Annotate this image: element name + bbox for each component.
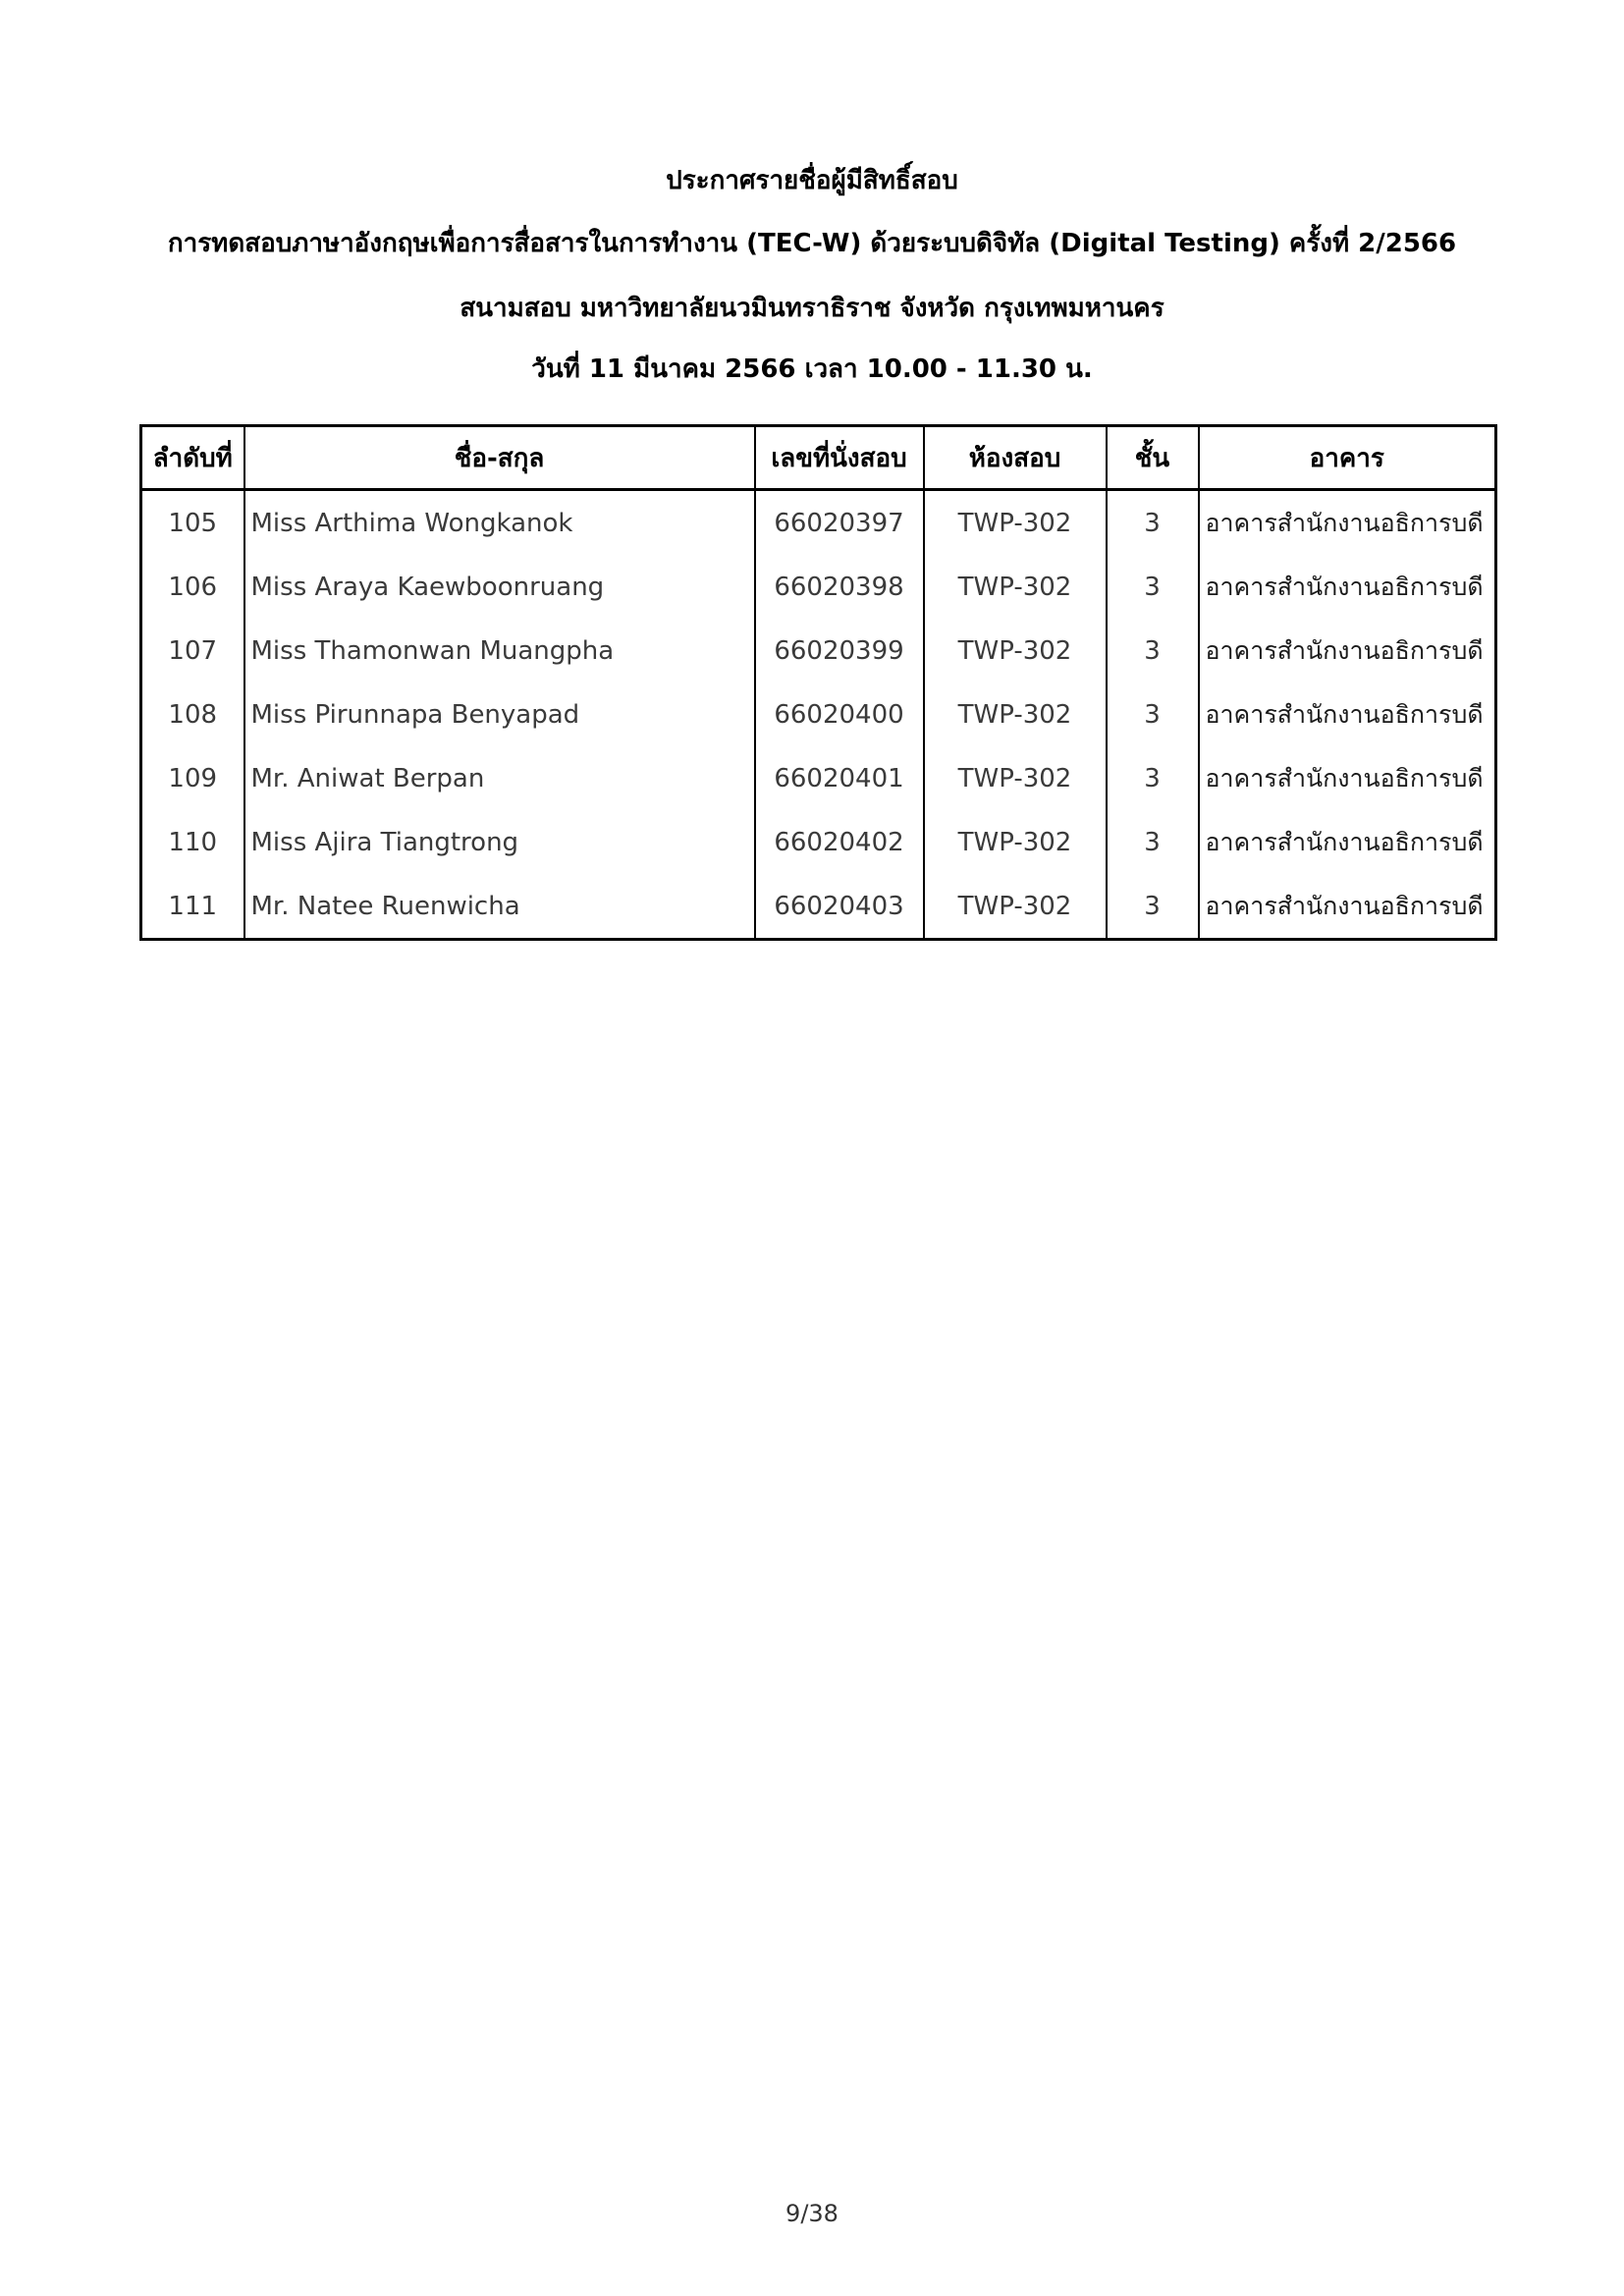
cell-seat: 66020397 <box>755 490 924 556</box>
cell-name: Miss Araya Kaewboonruang <box>244 555 755 619</box>
cell-building: อาคารสำนักงานอธิการบดี <box>1199 555 1496 619</box>
table-row <box>141 810 1496 874</box>
cell-seat: 66020400 <box>755 683 924 746</box>
cell-seat: 66020402 <box>755 810 924 874</box>
exam-venue: สนามสอบ มหาวิทยาลัยนวมินทราธิราช จังหวัด กรุงเทพมหานคร <box>460 294 1164 323</box>
cell-floor: 3 <box>1107 555 1199 619</box>
cell-room: TWP-302 <box>924 746 1107 810</box>
cell-seat: 66020399 <box>755 619 924 683</box>
cell-number: 108 <box>141 683 244 746</box>
cell-building: อาคารสำนักงานอธิการบดี <box>1199 683 1496 746</box>
cell-floor: 3 <box>1107 619 1199 683</box>
candidate-table <box>139 424 1497 941</box>
page-number: 9/38 <box>785 2200 839 2227</box>
cell-room: TWP-302 <box>924 619 1107 683</box>
cell-number: 111 <box>141 874 244 940</box>
table-row <box>141 619 1496 683</box>
cell-name: Mr. Aniwat Berpan <box>244 746 755 810</box>
col-header-floor: ชั้น <box>1107 426 1199 490</box>
cell-name: Miss Arthima Wongkanok <box>244 490 755 556</box>
cell-number: 109 <box>141 746 244 810</box>
col-header-room: ห้องสอบ <box>924 426 1107 490</box>
cell-floor: 3 <box>1107 683 1199 746</box>
col-header-seat: เลขที่นั่งสอบ <box>755 426 924 490</box>
cell-name: Mr. Natee Ruenwicha <box>244 874 755 940</box>
cell-name: Miss Pirunnapa Benyapad <box>244 683 755 746</box>
cell-building: อาคารสำนักงานอธิการบดี <box>1199 810 1496 874</box>
cell-number: 106 <box>141 555 244 619</box>
cell-building: อาคารสำนักงานอธิการบดี <box>1199 490 1496 556</box>
announcement-title: ประกาศรายชื่อผู้มีสิทธิ์สอบ <box>666 166 958 195</box>
col-header-number: ลำดับที่ <box>141 426 244 490</box>
col-header-name: ชื่อ-สกุล <box>244 426 755 490</box>
cell-room: TWP-302 <box>924 490 1107 556</box>
cell-floor: 3 <box>1107 810 1199 874</box>
cell-room: TWP-302 <box>924 683 1107 746</box>
cell-room: TWP-302 <box>924 555 1107 619</box>
cell-seat: 66020398 <box>755 555 924 619</box>
cell-floor: 3 <box>1107 874 1199 940</box>
table-row <box>141 490 1496 556</box>
col-header-building: อาคาร <box>1199 426 1496 490</box>
cell-seat: 66020403 <box>755 874 924 940</box>
cell-room: TWP-302 <box>924 874 1107 940</box>
cell-number: 110 <box>141 810 244 874</box>
cell-name: Miss Thamonwan Muangpha <box>244 619 755 683</box>
cell-seat: 66020401 <box>755 746 924 810</box>
table-row <box>141 746 1496 810</box>
cell-room: TWP-302 <box>924 810 1107 874</box>
cell-floor: 3 <box>1107 746 1199 810</box>
cell-building: อาคารสำนักงานอธิการบดี <box>1199 619 1496 683</box>
cell-floor: 3 <box>1107 490 1199 556</box>
cell-building: อาคารสำนักงานอธิการบดี <box>1199 874 1496 940</box>
table-header-row <box>141 426 1496 490</box>
cell-building: อาคารสำนักงานอธิการบดี <box>1199 746 1496 810</box>
cell-name: Miss Ajira Tiangtrong <box>244 810 755 874</box>
cell-number: 107 <box>141 619 244 683</box>
cell-number: 105 <box>141 490 244 556</box>
table-row <box>141 555 1496 619</box>
table-row <box>141 683 1496 746</box>
exam-name: การทดสอบภาษาอังกฤษเพื่อการสื่อสารในการทำงาน (TEC-W) ด้วยระบบดิจิทัล (Digital Testing) ครั้งที่ 2/2566 <box>167 229 1457 258</box>
table-row <box>141 874 1496 940</box>
exam-date-time: วันที่ 11 มีนาคม 2566 เวลา 10.00 - 11.30 น. <box>531 355 1093 384</box>
